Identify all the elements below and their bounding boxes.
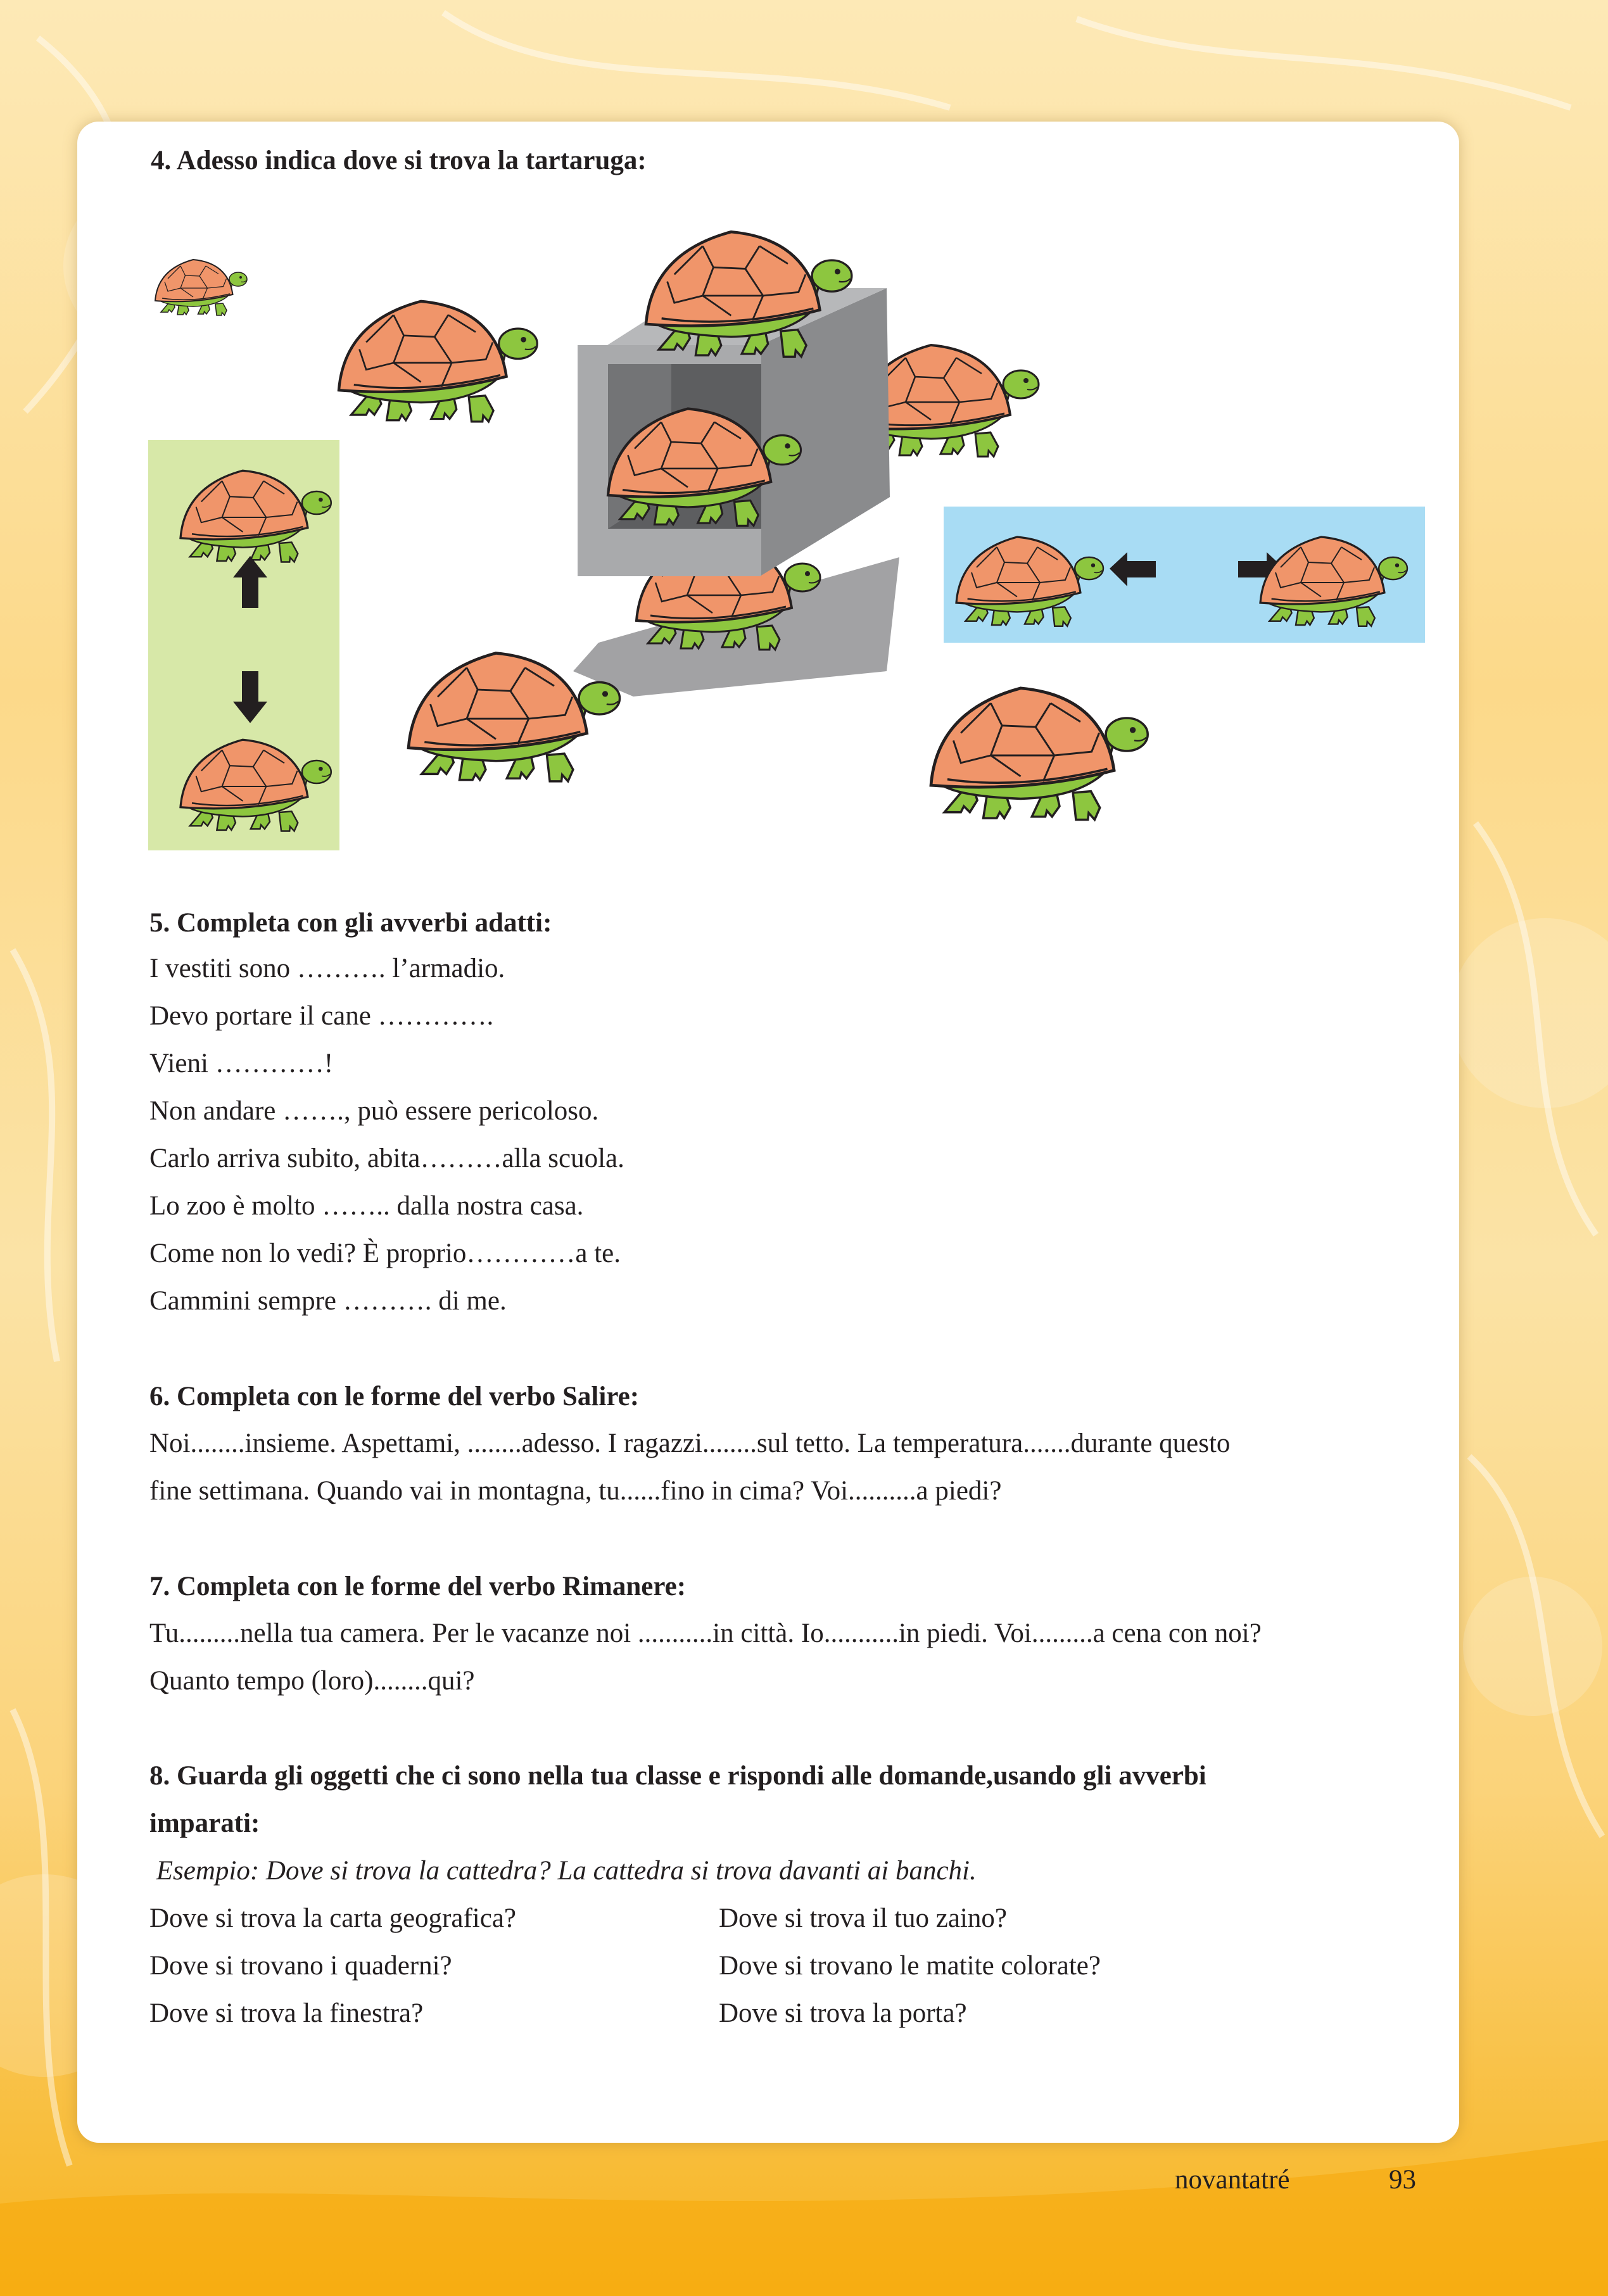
exercise-8-title-continued: imparati: <box>149 1808 260 1838</box>
exercise-8-title: 8. Guarda gli oggetti che ci sono nella tua classe e rispondi alle domande,usando gli avverbi <box>149 1761 1206 1791</box>
exercise-5-line: Non andare ……., può essere pericoloso. <box>149 1096 599 1126</box>
turtle-small <box>155 260 247 315</box>
exercise-4-title: 4. Adesso indica dove si trova la tartaruga: <box>151 146 647 175</box>
page-number-word: novantatré <box>1175 2165 1290 2195</box>
exercise-7-line: Tu.........nella tua camera. Per le vacanze noi ...........in città. Io...........in piedi. Voi.........a cena con noi? <box>149 1618 1262 1648</box>
exercise-8-example: Esempio: Dove si trova la cattedra? La cattedra si trova davanti ai banchi. <box>149 1856 977 1886</box>
exercise-8-question: Dove si trova la finestra? <box>149 1998 424 2028</box>
turtle-position-illustration <box>127 190 1469 867</box>
exercise-5-line: Cammini sempre ………. di me. <box>149 1286 507 1316</box>
exercise-6-line: fine settimana. Quando vai in montagna, tu......fino in cima? Voi..........a piedi? <box>149 1476 1002 1506</box>
page-number: 93 <box>1389 2165 1416 2195</box>
exercise-8-question: Dove si trovano le matite colorate? <box>719 1951 1101 1981</box>
exercise-5-line: Devo portare il cane …………. <box>149 1001 494 1031</box>
exercise-8-question: Dove si trova la porta? <box>719 1998 967 2028</box>
exercise-7-title: 7. Completa con le forme del verbo Rimanere: <box>149 1572 687 1601</box>
exercise-5-line: Vieni …………! <box>149 1049 334 1078</box>
exercise-6-title: 6. Completa con le forme del verbo Salire: <box>149 1382 640 1411</box>
turtle-far <box>931 688 1148 820</box>
exercise-5-line: Carlo arriva subito, abita………alla scuola. <box>149 1144 624 1173</box>
exercise-8-question: Dove si trova la carta geografica? <box>149 1903 516 1933</box>
exercise-5-line: Come non lo vedi? È proprio…………a te. <box>149 1239 621 1268</box>
exercise-8-question: Dove si trovano i quaderni? <box>149 1951 452 1981</box>
turtle-left-of-box <box>339 301 537 422</box>
exercise-8-question: Dove si trova il tuo zaino? <box>719 1903 1007 1933</box>
exercise-6-line: Noi........insieme. Aspettami, ........adesso. I ragazzi........sul tetto. La temperatura.......durante questo <box>149 1429 1231 1458</box>
exercise-5-title: 5. Completa con gli avverbi adatti: <box>149 908 552 938</box>
exercise-5-line: I vestiti sono ………. l’armadio. <box>149 954 505 983</box>
exercise-5-line: Lo zoo è molto …….. dalla nostra casa. <box>149 1191 584 1221</box>
exercise-7-line: Quanto tempo (loro)........qui? <box>149 1666 475 1696</box>
